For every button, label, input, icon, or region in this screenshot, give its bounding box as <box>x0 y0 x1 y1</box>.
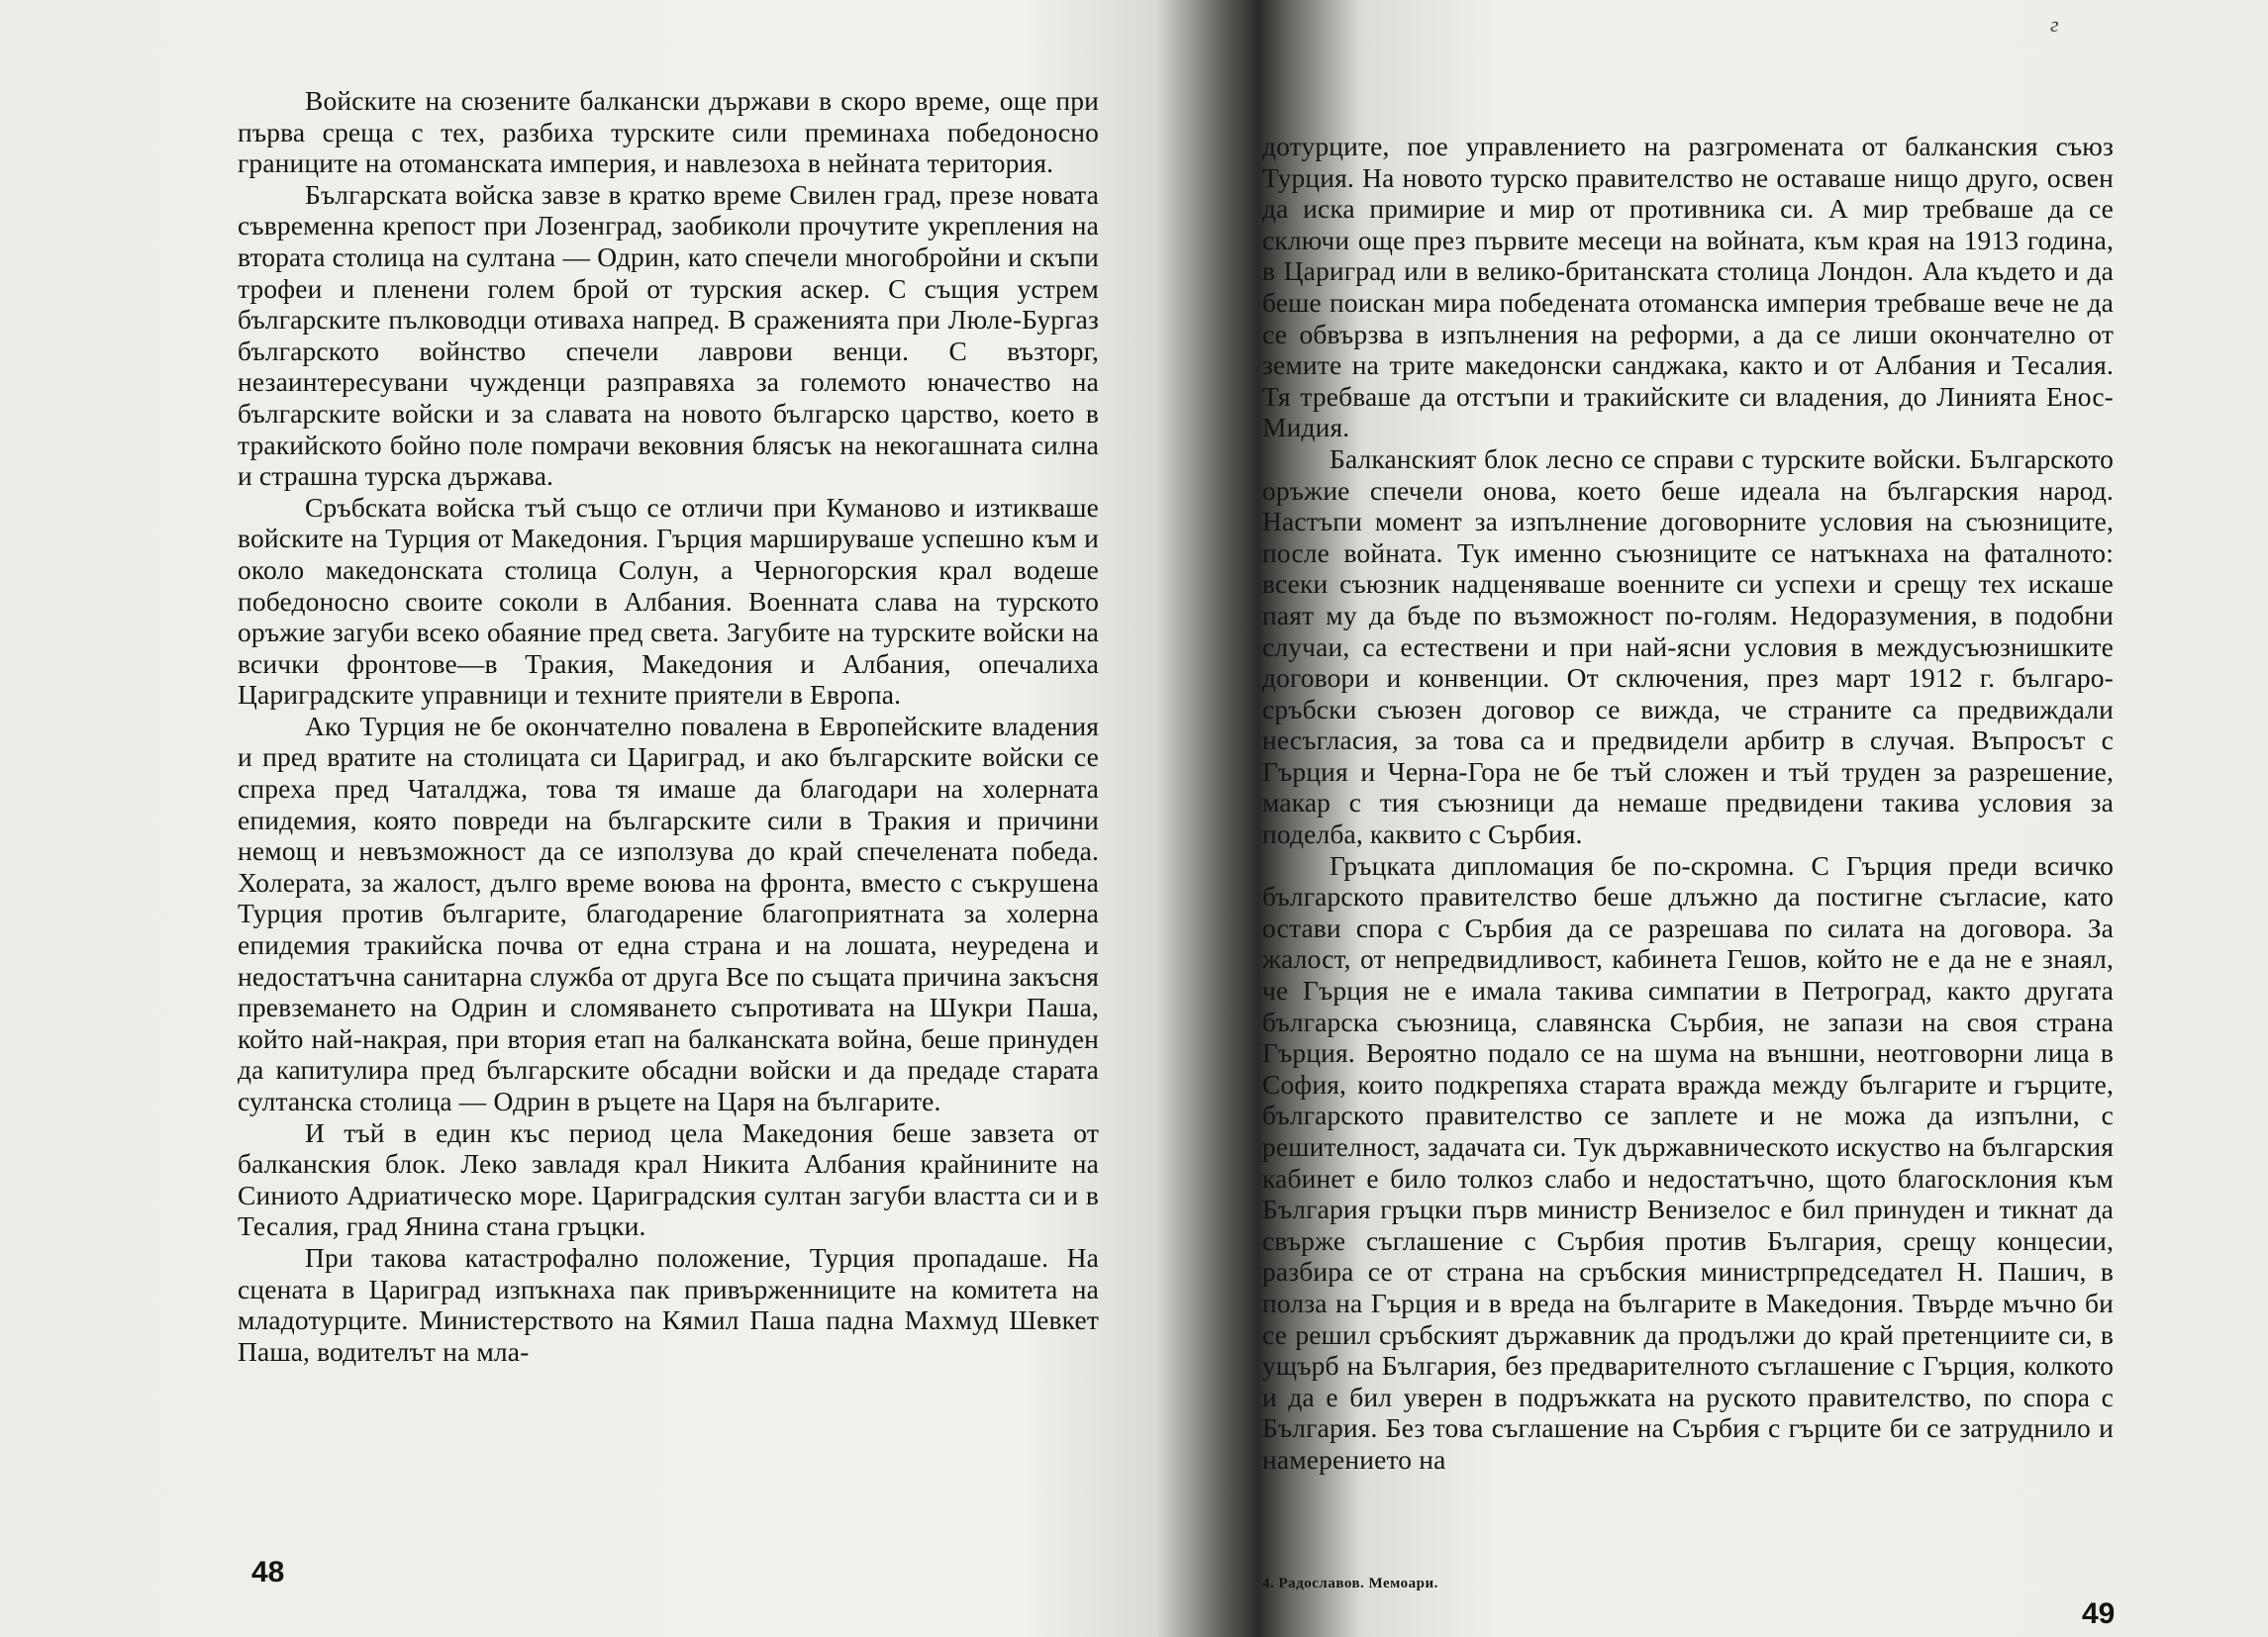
paragraph: Балканският блок лесно се справи с турските войски. Българското оръжие спечели онова, което беше идеала на българския народ. Настъпи момент за изпълнение договорните условия на съюзниците, после войната. Тук именно съюзниците се натъкнаха на фаталното: всеки съюзник надценяваше военните си успехи и срещу тех искаше паят му да бъде по възможност по-голям. Недоразумения, в подобни случаи, са естествени и при най-ясни условия в междусъюзнишките договори и конвенции. От сключения, през март 1912 г. българо-сръбски съюзен договор се вижда, че страните са предвиждали несъгласия, за това са и предвидели арбитр в случая. Въпросът с Гърция и Черна-Гора не бе тъй сложен и тъй труден за разрешение, макар с тия съюзници да немаше предвидени такива условия за поделба, каквито с Сърбия. <box>1262 442 2114 850</box>
paragraph: Гръцката дипломация бе по-скромна. С Гърция преди всичко българското правителство беше длъжно да постигне съгласие, като остави спора с Сърбия да се разрешава по силата на договора. За жалост, от непредвидливост, кабинета Гешов, който не е да не е знаял, че Гърция не е имала такива симпатии в Петроград, както другата българска съюзница, славянска Сърбия, не запази на своя страна Гърция. Вероятно подало се на шума на външни, неотговорни лица в София, които подкрепяха старата вражда между българите и гърците, българското правителство се заплете и не можа да изпълни, с решителност, задачата си. Тук държавническото искуство на българския кабинет е било толкоз слабо и недостатъчно, щото благосклония към България гръцки първ министр Венизелос е бил принуден и тикнат да свърже съглашение с Сърбия против България, срещу концесии, разбира се от страна на сръбския министрпредседател Н. Пашич, в полза на Гърция и в вреда на българите в Македония. Твърде мъчно би се решил сръбският държавник да продължи до край претенциите си, в ущърб на България, без предварителното съглашение с Гърция, колкото и да е бил уверен в подръжката на руското правителство, по спора с България. Без това съглашение на Сърбия с гърците би се затруднило и намерението на <box>1262 849 2114 1475</box>
paragraph: И тъй в един къс период цела Македония беше завзета от балканския блок. Леко завладя крал Никита Албания крайнините на Синиото Адриатическо море. Цариградския султан загуби властта си и в Тесалия, град Янина стана гръцки. <box>238 1116 1099 1242</box>
right-page-text <box>1262 131 2114 1476</box>
paragraph: Сръбската войска тъй също се отличи при Куманово и изтикваше войските на Турция от Македония. Гърция маршируваше успешно към и около македонската столица Солун, а Черногорския крал водеше победоносно своите соколи в Албания. Военната слава на турското оръжие загуби всеко обаяние пред света. Загубите на турските войски на всички фронтове—в Тракия, Македония и Албания, опечалиха Цариградските управници и техните приятели в Европа. <box>238 491 1099 711</box>
corner-mark: г <box>2050 12 2059 37</box>
paragraph: При такова катастрофално положение, Турция пропадаше. На сцената в Цариград изпъкнаха пак привърженниците на комитета на младотурците. Министерството на Кямил Паша падна Махмуд Шевкет Паша, водителът на мла- <box>238 1241 1099 1367</box>
paragraph: дотурците, пое управлението на разгромената от балканския съюз Турция. На новото турско правителство не оставаше нищо друго, освен да иска примирие и мир от противника си. А мир требваше да се сключи още през първите месеци на войната, към края на 1913 година, в Цариград или в велико-британската столица Лондон. Ала където и да беше поискан мира победената отоманска империя требваше вече не да се обвързва в изпълнения на реформи, а да се лиши окончателно от земите на трите македонски санджака, както и от Албания и Тесалия. Тя требваше да отстъпи и тракийските си владения, до Линията Енос-Мидия. <box>1262 131 2114 443</box>
paragraph: Ако Турция не бе окончателно повалена в Европейските владения и пред вратите на столицата си Цариград, и ако българските войски се спреха пред Чаталджа, това тя имаше да благодари на холерната епидемия, която повреди на българските сили в Тракия и причини немощ и невъзможност да се използува до край спечелената победа. Холерата, за жалост, дълго време воюва на фронта, вместо с съкрушена Турция против българите, благодарение благоприятната за холерна епидемия тракийска почва от една страна и на лошата, неуредена и недостатъчна санитарна служба от друга Все по същата причина закъсня превземането на Одрин и сломяването съпротивата на Шукри Паша, който най-накрая, при втория етап на балканската война, беше принуден да капитулира пред българските обсадни войски и да предаде старата султанска столица — Одрин в ръцете на Царя на българите. <box>238 710 1099 1116</box>
page-number: 49 <box>2082 1597 2116 1630</box>
footnote: 4. Радославов. Мемоари. <box>1262 1576 1438 1591</box>
left-page-text <box>238 85 1099 1367</box>
page-number: 48 <box>251 1556 285 1589</box>
paragraph: Войските на сюзените балкански държави в скоро време, още при първа среща с тех, разбиха турските сили преминаха победоносно границите на отоманската империя, и навлезоха в нейната територия. <box>238 85 1099 179</box>
paragraph: Българската войска завзе в кратко време Свилен град, презе новата съвременна крепост при Лозенград, заобиколи прочутите укрепления на втората столица на султана — Одрин, като спечели многобройни и скъпи трофеи и пленени голем брой от турския аскер. С същия устрем българските пълководци отиваха напред. В сраженията при Люле-Бургаз българското войнство спечели лаврови венци. С възторг, незаинтересувани чужденци разправяха за големото юначество на българските войски и за славата на новото българско царство, което в тракийското бойно поле помрачи вековния блясък на некогашната силна и страшна турска държава. <box>238 178 1099 492</box>
